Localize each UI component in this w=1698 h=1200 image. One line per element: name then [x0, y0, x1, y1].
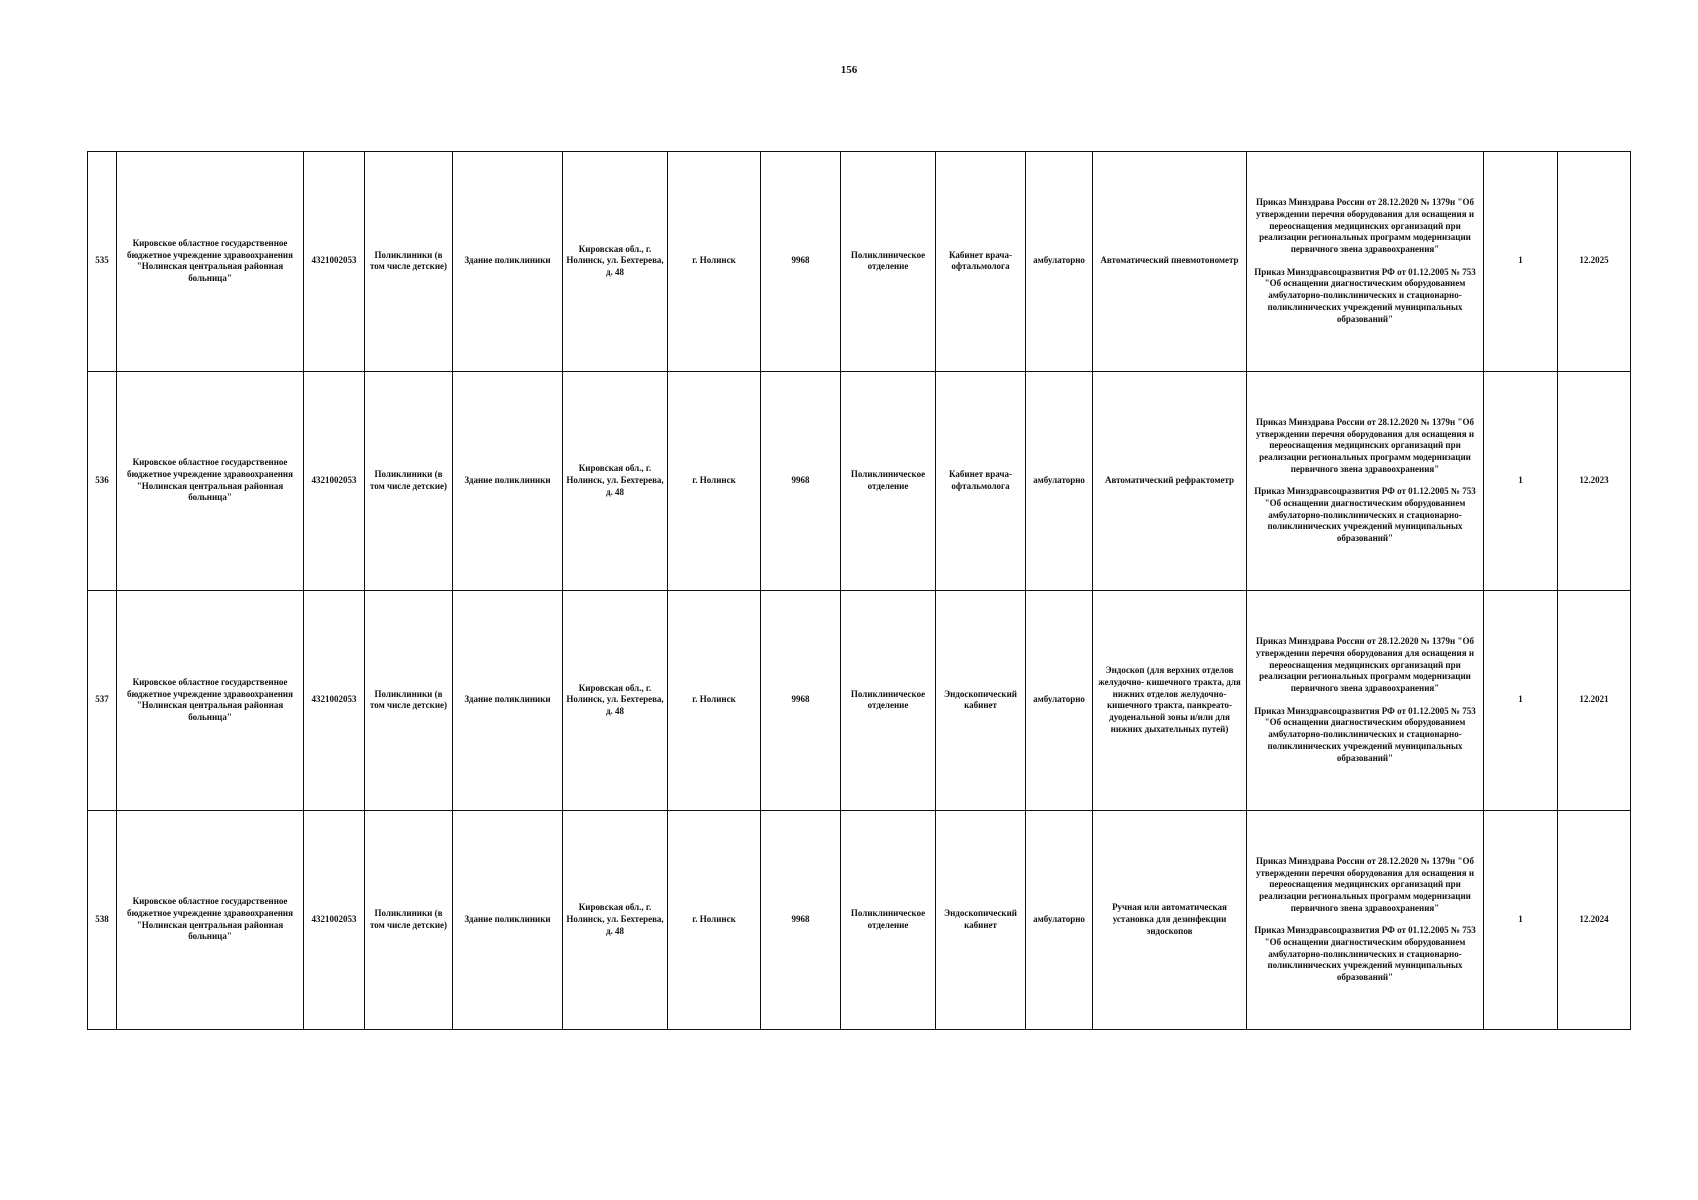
locality-cell: г. Нолинск [668, 591, 761, 811]
address-cell: Кировская обл., г. Нолинск, ул. Бехтерева, д. 48 [563, 591, 668, 811]
date-cell: 12.2024 [1558, 810, 1631, 1030]
care-form-cell: амбулаторно [1026, 591, 1093, 811]
basis-cell [1247, 371, 1484, 591]
table-row [88, 371, 1631, 591]
equipment-cell: Эндоскоп (для верхних отделов желудочно- кишечного тракта, для нижних отделов желудочно-кишечного тракта, панкреато-дуоденальной зоны и/или для нижних дыхательных путей) [1093, 591, 1247, 811]
building-cell: Здание поликлиники [453, 371, 563, 591]
row-number: 538 [88, 810, 117, 1030]
organization-name: Кировское областное государственное бюджетное учреждение здравоохранения "Нолинская центральная районная больница" [117, 810, 304, 1030]
basis-order-1: Приказ Минздрава России от 28.12.2020 № 1379н "Об утверждении перечня оборудования для оснащения и переоснащения медицинских организаций при реализации региональных программ модернизации первичного звена здравоохранения" [1255, 855, 1475, 913]
building-cell: Здание поликлиники [453, 152, 563, 372]
basis-order-2: Приказ Минздравсоцразвития РФ от 01.12.2005 № 753 "Об оснащении диагностическим оборудованием амбулаторно-поликлинических и стационарно-поликлинических учреждений муниципальных образований" [1254, 486, 1476, 543]
basis-cell [1247, 810, 1484, 1030]
care-form-cell: амбулаторно [1026, 152, 1093, 372]
date-cell: 12.2023 [1558, 371, 1631, 591]
room-cell: Кабинет врача-офтальмолога [936, 152, 1026, 372]
row-number: 535 [88, 152, 117, 372]
department-cell: Поликлиническое отделение [841, 152, 936, 372]
table-row [88, 810, 1631, 1030]
care-form-cell: амбулаторно [1026, 810, 1093, 1030]
row-number: 537 [88, 591, 117, 811]
equipment-cell: Автоматический пневмотонометр [1093, 152, 1247, 372]
basis-order-1: Приказ Минздрава России от 28.12.2020 № 1379н "Об утверждении перечня оборудования для оснащения и переоснащения медицинских организаций при реализации региональных программ модернизации первичного звена здравоохранения" [1255, 416, 1475, 474]
facility-type: Поликлиники (в том числе детские) [365, 591, 453, 811]
department-cell: Поликлиническое отделение [841, 371, 936, 591]
equipment-registry-table [87, 151, 1631, 1030]
inn-cell: 4321002053 [304, 152, 365, 372]
quantity-cell: 1 [1484, 591, 1558, 811]
inn-cell: 4321002053 [304, 371, 365, 591]
basis-cell [1247, 152, 1484, 372]
facility-type: Поликлиники (в том числе детские) [365, 371, 453, 591]
table-row [88, 152, 1631, 372]
date-cell: 12.2021 [1558, 591, 1631, 811]
code-cell: 9968 [761, 152, 841, 372]
organization-name: Кировское областное государственное бюджетное учреждение здравоохранения "Нолинская центральная районная больница" [117, 371, 304, 591]
basis-order-2: Приказ Минздравсоцразвития РФ от 01.12.2005 № 753 "Об оснащении диагностическим оборудованием амбулаторно-поликлинических и стационарно-поликлинических учреждений муниципальных образований" [1254, 925, 1476, 982]
care-form-cell: амбулаторно [1026, 371, 1093, 591]
basis-order-1: Приказ Минздрава России от 28.12.2020 № 1379н "Об утверждении перечня оборудования для оснащения и переоснащения медицинских организаций при реализации региональных программ модернизации первичного звена здравоохранения" [1255, 197, 1475, 255]
room-cell: Кабинет врача-офтальмолога [936, 371, 1026, 591]
locality-cell: г. Нолинск [668, 152, 761, 372]
department-cell: Поликлиническое отделение [841, 810, 936, 1030]
inn-cell: 4321002053 [304, 591, 365, 811]
building-cell: Здание поликлиники [453, 591, 563, 811]
facility-type: Поликлиники (в том числе детские) [365, 152, 453, 372]
basis-order-2: Приказ Минздравсоцразвития РФ от 01.12.2005 № 753 "Об оснащении диагностическим оборудованием амбулаторно-поликлинических и стационарно-поликлинических учреждений муниципальных образований" [1254, 705, 1476, 763]
basis-order-2: Приказ Минздравсоцразвития РФ от 01.12.2005 № 753 "Об оснащении диагностическим оборудованием амбулаторно-поликлинических и стационарно-поликлинических учреждений муниципальных образований" [1254, 266, 1476, 324]
inn-cell: 4321002053 [304, 810, 365, 1030]
table-row [88, 591, 1631, 811]
locality-cell: г. Нолинск [668, 810, 761, 1030]
quantity-cell: 1 [1484, 810, 1558, 1030]
basis-order-1: Приказ Минздрава России от 28.12.2020 № 1379н "Об утверждении перечня оборудования для оснащения и переоснащения медицинских организаций при реализации региональных программ модернизации первичного звена здравоохранения" [1255, 636, 1475, 694]
room-cell: Эндоскопический кабинет [936, 591, 1026, 811]
facility-type: Поликлиники (в том числе детские) [365, 810, 453, 1030]
building-cell: Здание поликлиники [453, 810, 563, 1030]
equipment-cell: Ручная или автоматическая установка для дезинфекции эндоскопов [1093, 810, 1247, 1030]
row-number: 536 [88, 371, 117, 591]
basis-cell [1247, 591, 1484, 811]
address-cell: Кировская обл., г. Нолинск, ул. Бехтерева, д. 48 [563, 371, 668, 591]
address-cell: Кировская обл., г. Нолинск, ул. Бехтерева, д. 48 [563, 152, 668, 372]
quantity-cell: 1 [1484, 371, 1558, 591]
code-cell: 9968 [761, 810, 841, 1030]
organization-name: Кировское областное государственное бюджетное учреждение здравоохранения "Нолинская центральная районная больница" [117, 591, 304, 811]
quantity-cell: 1 [1484, 152, 1558, 372]
organization-name: Кировское областное государственное бюджетное учреждение здравоохранения "Нолинская центральная районная больница" [117, 152, 304, 372]
address-cell: Кировская обл., г. Нолинск, ул. Бехтерева, д. 48 [563, 810, 668, 1030]
page-number: 156 [840, 64, 858, 76]
room-cell: Эндоскопический кабинет [936, 810, 1026, 1030]
equipment-cell: Автоматический рефрактометр [1093, 371, 1247, 591]
code-cell: 9968 [761, 591, 841, 811]
code-cell: 9968 [761, 371, 841, 591]
date-cell: 12.2025 [1558, 152, 1631, 372]
locality-cell: г. Нолинск [668, 371, 761, 591]
department-cell: Поликлиническое отделение [841, 591, 936, 811]
